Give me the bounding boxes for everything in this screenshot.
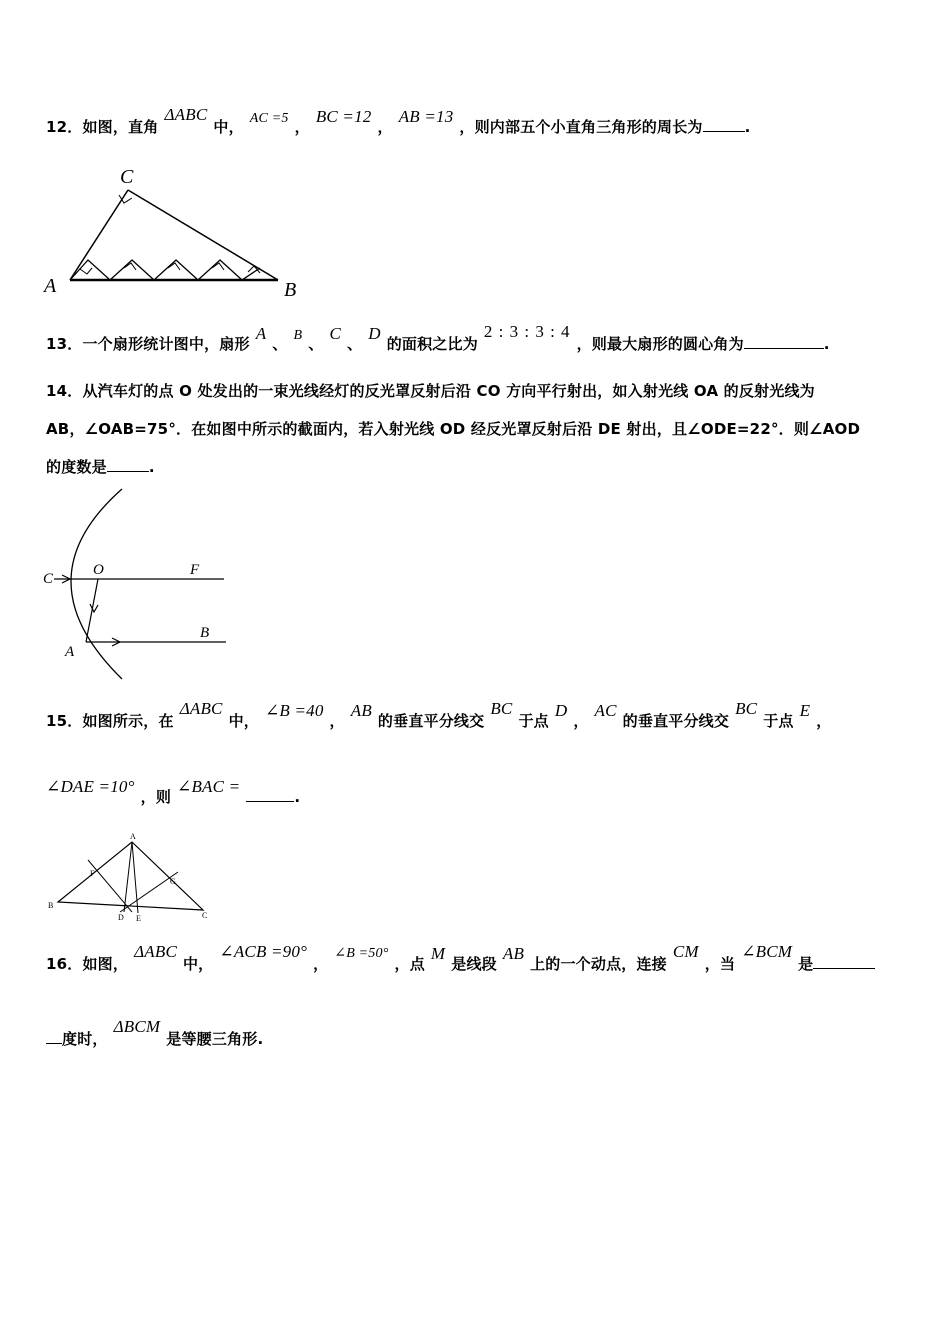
math-angle-bcm: ∠BCM [741,942,793,961]
right-angle-marks [80,195,260,274]
label-c: C [120,166,134,188]
answer-blank[interactable] [703,117,745,132]
answer-blank[interactable] [813,954,875,969]
text: 是等腰三角形. [166,1030,264,1048]
text: 中， [213,118,244,136]
text: ， [377,118,393,136]
text: 中， [182,955,214,973]
question-16-line-1 [46,942,875,974]
label-b: B [200,625,210,641]
segment-ad [124,842,132,912]
answer-blank[interactable] [246,787,294,802]
side-bc [128,190,278,280]
label-a: A [44,275,57,297]
math-ac: AC =5 [249,111,289,126]
question-14-line-1: 14．从汽车灯的点 O 处发出的一束光线经灯的反光罩反射后沿 CO 方向平行射出，如入射光线 OA 的反射光线为 [46,382,815,400]
text: ，点 [394,955,425,973]
inner-zigzag [70,260,260,280]
math-d: D [554,701,568,720]
question-number: 12． [46,118,83,136]
math-bc: BC =12 [315,107,372,126]
text: 是 [798,955,814,973]
text: 于点 [763,712,794,730]
math-angle-acb: ∠ACB =90° [219,942,308,961]
label-a: A [130,832,136,841]
question-number: 16． [46,955,83,973]
label-b: B [284,279,297,301]
math-bc: BC [490,699,513,718]
text: ， [329,712,345,730]
answer-blank[interactable] [107,457,149,472]
text: . [823,335,830,353]
math-angle-b: ∠B =50° [334,946,389,961]
text: 的面积之比为 [386,335,478,353]
text: ，则内部五个小直角三角形的周长为 [459,118,703,136]
text: ， [313,955,329,973]
math-m: M [430,944,446,963]
figure-perpendicular-bisectors [40,830,220,925]
text: 的垂直平分线交 [622,712,730,730]
text: 如图所示，在 [82,712,174,730]
text: ，则最大扇形的圆心角为 [576,335,744,353]
math-ab: AB [502,944,525,963]
math-d: D [368,324,381,343]
math-c: C [329,324,341,343]
math-triangle-abc: ΔABC [179,699,223,718]
math-ac: AC [594,701,617,720]
answer-blank-continued[interactable] [46,1029,62,1044]
text: 的度数是 [46,458,107,476]
text: 的垂直平分线交 [377,712,485,730]
math-bc: BC [735,699,758,718]
math-triangle-abc: ΔABC [134,942,177,961]
text: ， [294,118,310,136]
label-f: F [90,869,95,878]
math-angle-dae: ∠DAE =10° [46,777,135,796]
question-15-line-2 [46,777,301,807]
arrow-oa [90,604,98,612]
label-f: F [190,562,200,578]
text: 如图， [82,955,129,973]
separator: 、 [308,335,324,353]
segment-ae [132,842,138,913]
text: ， [816,712,832,730]
label-a: A [65,644,75,660]
text: ， [573,712,589,730]
math-a: A [255,324,267,343]
text: . [294,788,301,806]
math-angle-bac: ∠BAC = [177,777,241,796]
math-angle-b: ∠B =40 [264,701,324,720]
text: . [744,118,751,136]
label-o: O [93,562,104,578]
math-ratio: 2 : 3 : 3 : 4 [483,322,571,341]
label-e: E [136,914,141,923]
math-triangle-bcm: ΔBCM [113,1017,161,1036]
question-14-line-2: AB，∠OAB=75°．在如图中所示的截面内，若入射光线 OD 经反光罩反射后沿 DE 射出，且∠ODE=22°．则∠AOD [46,420,861,438]
question-16-line-2 [46,1017,264,1049]
math-ab: AB =13 [398,107,454,126]
text: 是线段 [451,955,497,973]
text: ，当 [704,955,736,973]
text: ，则 [140,788,172,806]
label-d: D [118,913,124,922]
separator: 、 [347,335,363,353]
question-number: 13． [46,335,83,353]
math-e: E [799,701,811,720]
figure-right-triangle [40,160,310,305]
ray-o-a [86,579,98,642]
label-c: C [202,911,208,920]
text: 度时， [62,1030,108,1048]
math-triangle-abc: ΔABC [164,105,208,124]
text: 如图，直角 [82,118,159,136]
answer-blank[interactable] [744,334,824,349]
text: 上的一个动点，连接 [530,955,667,973]
label-g: G [170,877,176,886]
question-13 [46,322,830,354]
question-12 [46,105,751,137]
figure-headlight-reflector [40,484,240,684]
separator: 、 [272,335,288,353]
label-b: B [48,901,54,910]
math-cm: CM [672,942,699,961]
math-ab: AB [350,701,372,720]
question-number: 15． [46,712,83,730]
side-ac [70,190,128,280]
text: 于点 [518,712,549,730]
label-c: C [43,571,54,587]
question-14-line-3 [46,456,155,477]
text: . [148,458,155,476]
question-15-line-1 [46,699,832,731]
text: 一个扇形统计图中，扇形 [82,335,250,353]
math-b: B [293,328,303,343]
text: 中， [228,712,259,730]
